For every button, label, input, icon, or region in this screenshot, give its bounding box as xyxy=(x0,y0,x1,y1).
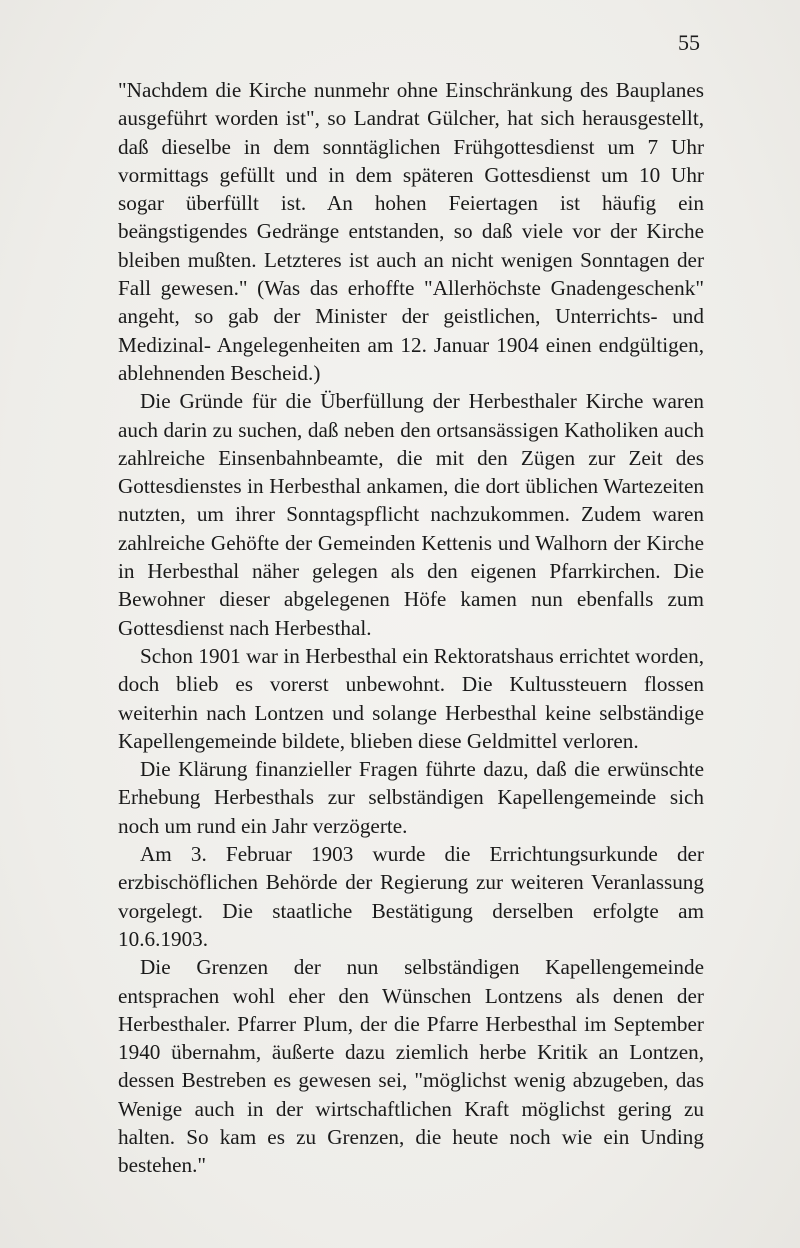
paragraph-founding-document: Am 3. Februar 1903 wurde die Errichtungsurkunde der erzbischöflichen Behörde der Regierung zur weiteren Veranlassung vorgelegt. Die staatliche Bestätigung derselben erfolgte am 10.6.1903. xyxy=(118,842,704,951)
paragraph-rectory-house: Schon 1901 war in Herbesthal ein Rektoratshaus errichtet worden, doch blieb es vorerst unbewohnt. Die Kultussteuern flossen weiterhin nach Lontzen und solange Herbesthal keine selbständige Kapellengemeinde bildete, blieben diese Geldmittel verloren. xyxy=(118,643,704,753)
paragraph-quote-guelcher: "Nachdem die Kirche nunmehr ohne Einschränkung des Bauplanes ausgeführt worden ist", so Landrat Gülcher, hat sich herausgestellt, daß dieselbe in dem sonntäglichen Frühgottesdienst um 7 Uhr vormittags gefüllt und in dem späteren Gottesdienst um 10 Uhr sogar überfüllt ist. An hohen Feiertagen ist häufig ein beängstigendes Gedränge entstanden, so daß viele vor der Kirche bleiben mußten. Letzteres ist auch an nicht wenigen Sonntagen der Fall gewesen." (Was das erhoffte "Allerhöchste Gnadengeschenk" angeht, so gab der Minister der geistlichen, Unterrichts- und Medizinal- Angelegenheiten am 12. Januar 1904 einen endgültigen, ablehnenden Bescheid.) xyxy=(118,78,704,385)
paragraph-boundaries: Die Grenzen der nun selbständigen Kapellengemeinde entsprachen wohl eher den Wünschen Lontzens als denen der Herbesthaler. Pfarrer Plum, der die Pfarre Herbesthal im September 1940 übernahm, äußerte dazu ziemlich herbe Kritik an Lontzen, dessen Bestreben es gewesen sei, "möglichst wenig abzugeben, das Wenige auch in der wirtschaftlichen Kraft möglichst gering zu halten. So kam es zu Grenzen, die heute noch wie ein Unding bestehen." xyxy=(118,955,704,1178)
paragraph-financial-questions: Die Klärung finanzieller Fragen führte dazu, daß die erwünschte Erhebung Herbesthals zur selbständigen Kapellengemeinde sich noch um rund ein Jahr verzögerte. xyxy=(118,757,704,838)
page-number: 55 xyxy=(678,30,700,55)
body-text xyxy=(118,76,704,1180)
paragraph-overcrowding-reasons: Die Gründe für die Überfüllung der Herbesthaler Kirche waren auch darin zu suchen, daß neben den ortsansässigen Katholiken auch zahlreiche Einsenbahnbeamte, die mit den Zügen zur Zeit des Gottesdienstes in Herbesthal ankamen, die dort üblichen Wartezeiten nutzten, um ihrer Sonntagspflicht nachzukommen. Zudem waren zahlreiche Gehöfte der Gemeinden Kettenis und Walhorn der Kirche in Herbesthal näher gelegen als den eigenen Pfarrkirchen. Die Bewohner dieser abgelegenen Höfe kamen nun ebenfalls zum Gottesdienst nach Herbesthal. xyxy=(118,389,704,640)
